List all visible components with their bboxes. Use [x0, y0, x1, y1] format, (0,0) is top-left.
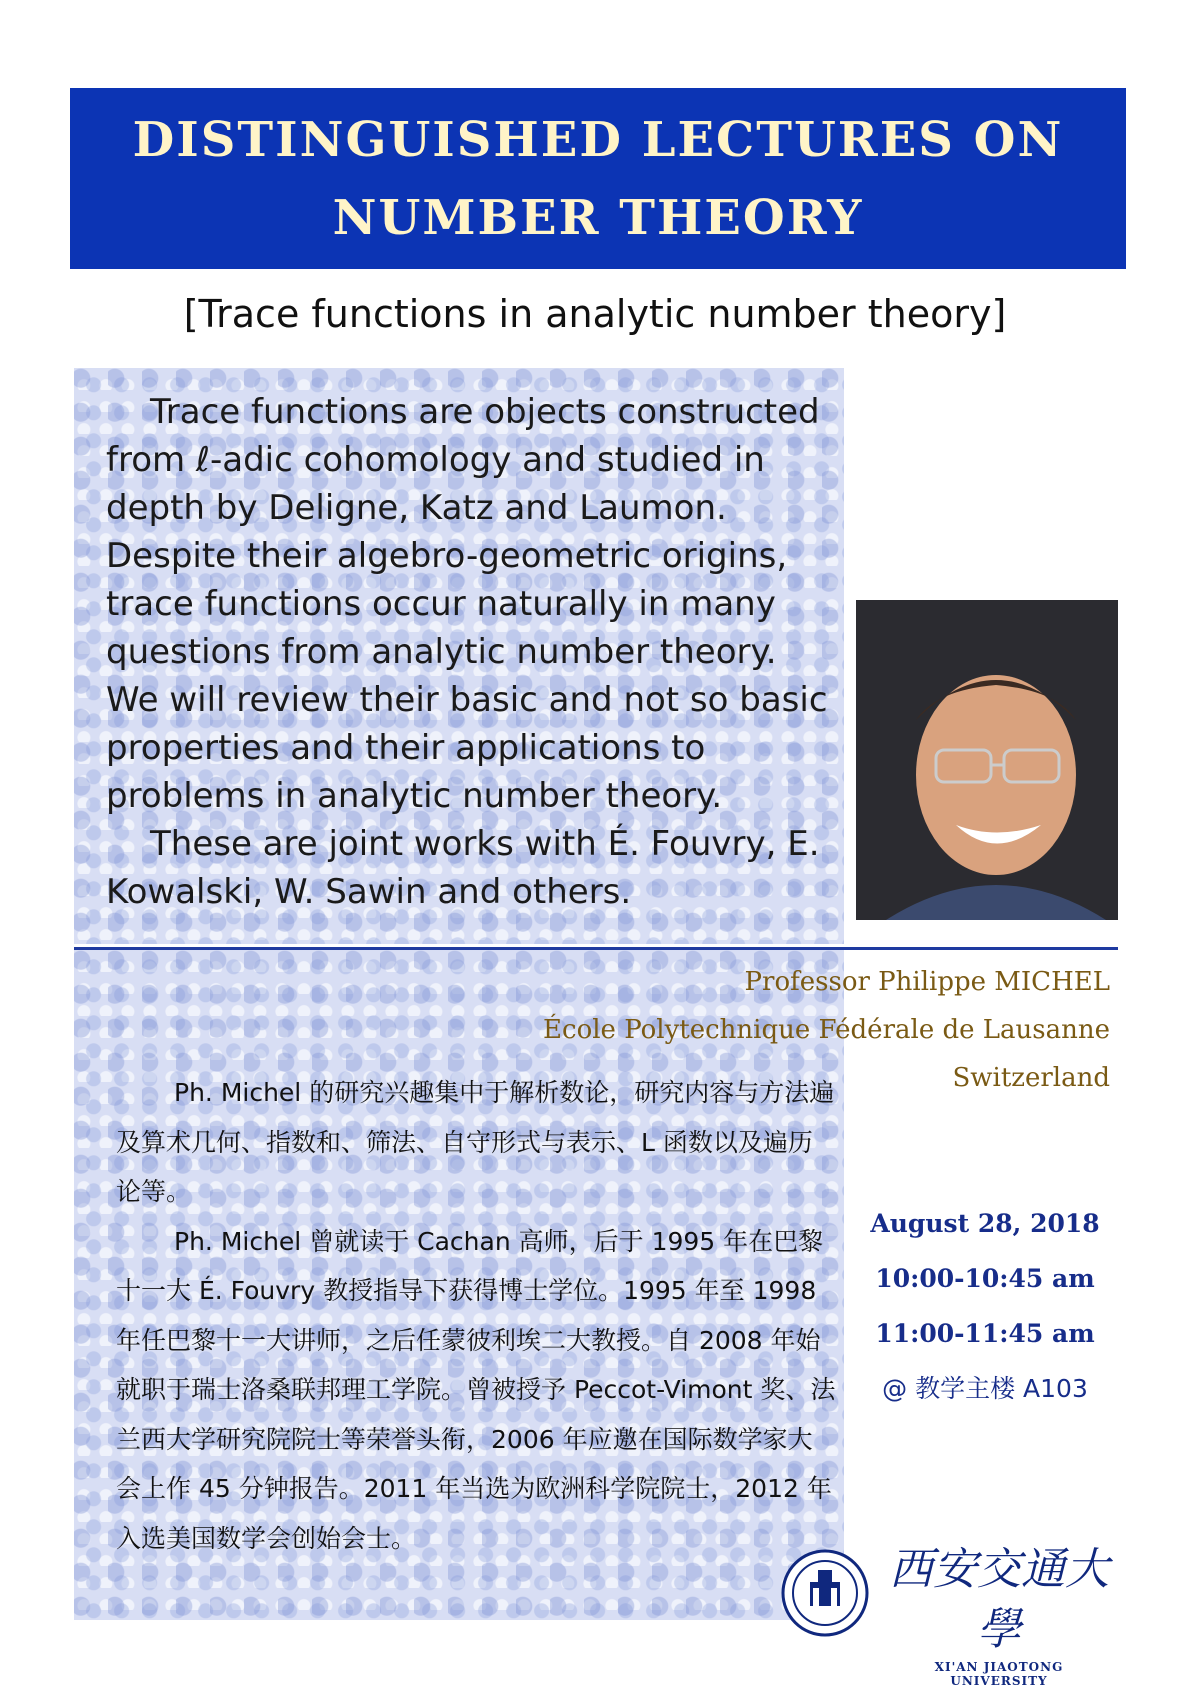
title-banner [70, 88, 1126, 269]
lecture-session-1: 10:00-10:45 am [875, 1264, 1095, 1293]
banner-title-line-1: DISTINGUISHED LECTURES ON [132, 111, 1064, 168]
lecture-date: August 28, 2018 [870, 1209, 1100, 1238]
speaker-bio [116, 1068, 836, 1563]
university-name-cn: 西安交通大學 [889, 1544, 1109, 1655]
banner-title-line-2: NUMBER THEORY [332, 189, 864, 246]
lecture-session-2: 11:00-11:45 am [875, 1319, 1095, 1348]
section-divider [74, 947, 1118, 950]
abstract-text [106, 388, 836, 916]
lecture-schedule [860, 1196, 1110, 1416]
lecture-title: [Trace functions in analytic number theory] [183, 292, 1007, 336]
speaker-portrait-icon [856, 600, 1118, 920]
lecture-location: @ 教学主楼 A103 [882, 1374, 1088, 1403]
university-emblem-icon [780, 1548, 870, 1638]
university-name-en: XI'AN JIAOTONG UNIVERSITY [934, 1660, 1064, 1688]
speaker-institution: École Polytechnique Fédérale de Lausanne [543, 1015, 1110, 1045]
speaker-name: Professor Philippe MICHEL [744, 967, 1110, 997]
speaker-country: Switzerland [952, 1063, 1110, 1093]
university-logo [884, 1540, 1114, 1688]
speaker-photo [856, 600, 1118, 920]
abstract-paragraph-2: These are joint works with É. Fouvry, E. Kowalski, W. Sawin and others. [106, 824, 820, 912]
abstract-paragraph-1: Trace functions are objects constructed from ℓ-adic cohomology and studied in depth by Deligne, Katz and Laumon. Despite their algebro-geometric origins, trace functions occur naturally in many questions from analytic number theory. We will review their basic and not so basic properties and their applications to problems in analytic number theory. [106, 392, 828, 816]
bio-paragraph-1: Ph. Michel 的研究兴趣集中于解析数论，研究内容与方法遍及算术几何、指数和、筛法、自守形式与表示、L 函数以及遍历论等。 [116, 1078, 835, 1206]
bio-paragraph-2: Ph. Michel 曾就读于 Cachan 高师，后于 1995 年在巴黎十一大 É. Fouvry 教授指导下获得博士学位。1995 年至 1998 年任巴黎十一大讲师，之后任蒙彼利埃二大教授。自 2008 年始就职于瑞士洛桑联邦理工学院。曾被授予 Peccot-Vimont 奖、法兰西大学研究院院士等荣誉头衔，2006 年应邀在国际数学家大会上作 45 分钟报告。2011 年当选为欧洲科学院院士，2012 年入选美国数学会创始会士。 [116, 1226, 836, 1553]
